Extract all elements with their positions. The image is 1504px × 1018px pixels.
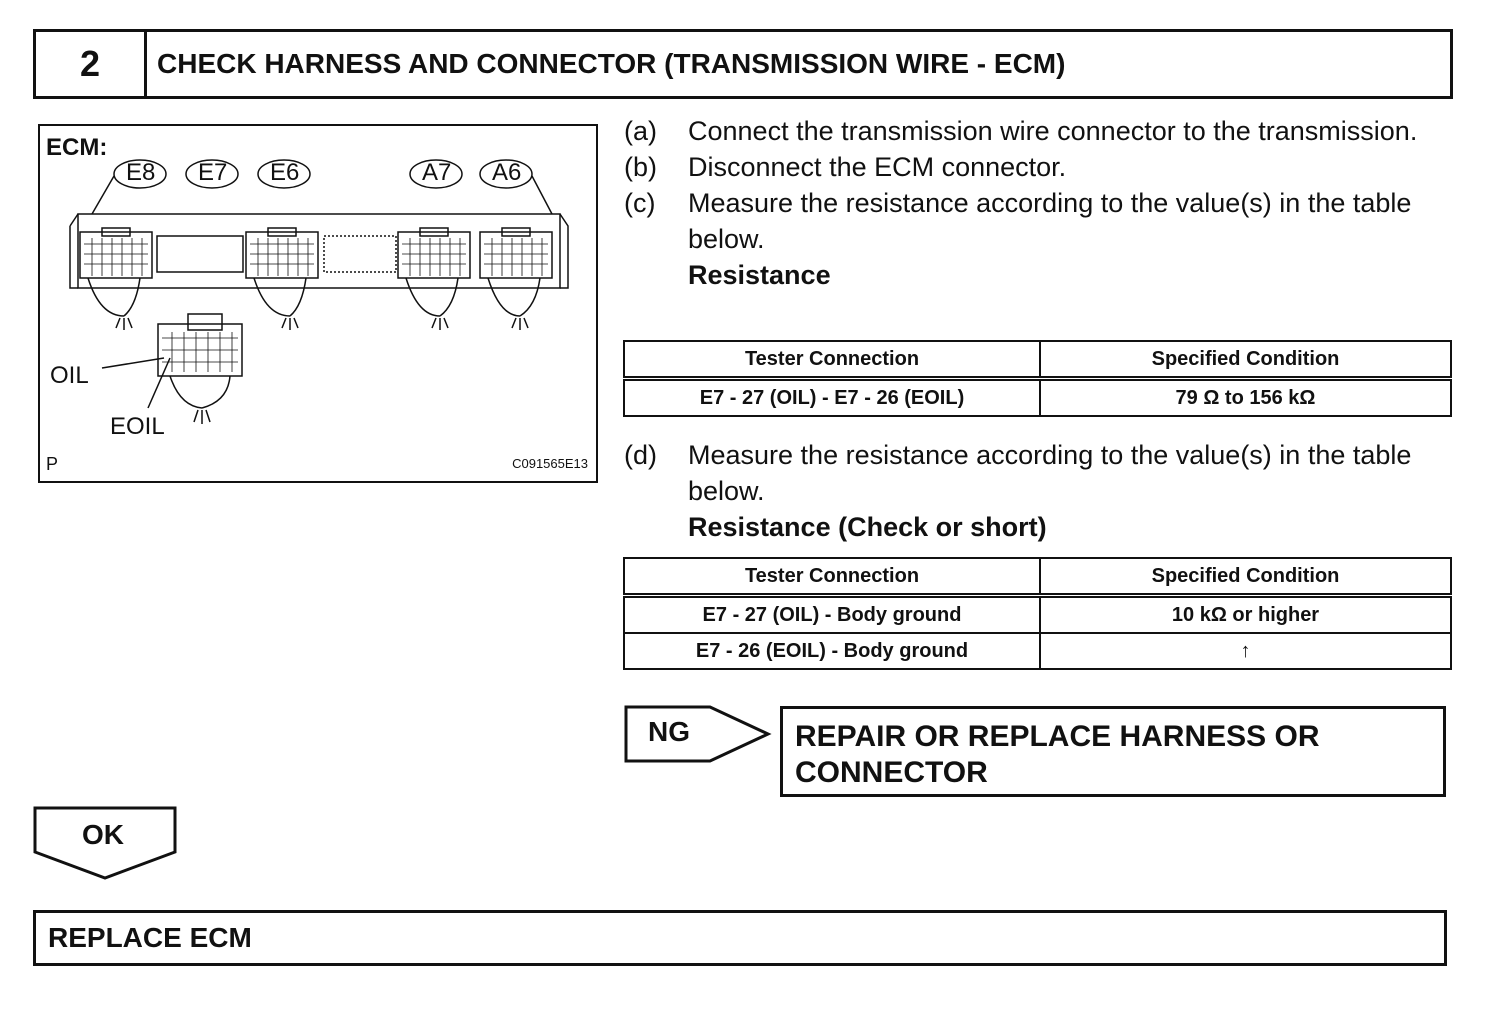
step-header [33,29,1453,99]
connector-label-e7: E7 [198,159,228,186]
step-title: CHECK HARNESS AND CONNECTOR (TRANSMISSION WIRE - ECM) [157,48,1066,79]
table-row [624,633,1451,669]
step-text: Measure the resistance according to the value(s) in the table below. [688,440,1412,506]
step-c [624,185,1454,257]
eoil-label: EOIL [110,413,165,440]
step-text: Disconnect the ECM connector. [688,152,1067,182]
table-row [624,596,1451,634]
step-text: Measure the resistance according to the value(s) in the table below. [688,188,1412,254]
step-d [624,437,1454,509]
cell-specified-condition: 10 kΩ or higher [1040,596,1451,634]
cell-tester-connection: E7 - 26 (EOIL) - Body ground [624,633,1040,669]
ng-label: NG [648,716,690,747]
cell-tester-connection: E7 - 27 (OIL) - E7 - 26 (EOIL) [624,379,1040,417]
eoil-pointer-line [148,358,170,408]
step-letter: (a) [624,116,657,146]
ng-arrow-icon [624,705,774,765]
table-header-row [624,558,1451,596]
oil-pointer-line [102,358,164,368]
table-row [624,379,1451,417]
step-text: Connect the transmission wire connector to the transmission. [688,116,1418,146]
ok-label: OK [82,819,124,850]
step-letter: (c) [624,188,656,218]
resistance-short-table [623,557,1452,670]
ecm-label: ECM: [46,134,108,161]
connector-label-e6: E6 [270,159,300,186]
step-letter: (d) [624,440,657,470]
step-a [624,113,1454,149]
header-specified-condition: Specified Condition [1040,341,1451,379]
cell-specified-condition: ↑ [1040,633,1451,669]
procedure-step-d [624,437,1454,545]
socket-e6 [246,232,318,278]
header-tester-connection: Tester Connection [624,341,1040,379]
socket-e8 [80,232,152,278]
resistance-heading: Resistance [688,260,831,290]
oil-label: OIL [50,362,89,389]
figure-code: C091565E13 [512,456,588,471]
step-number: 2 [36,32,147,96]
connector-label-e8: E8 [126,159,156,186]
ecm-body [78,214,560,288]
final-action-box: REPLACE ECM [33,910,1447,966]
p-label: P [46,454,59,474]
step-b [624,149,1454,185]
socket-a7 [398,232,470,278]
ng-action-box: REPAIR OR REPLACE HARNESS OR CONNECTOR [780,706,1446,797]
ecm-connector-illustration [38,124,598,483]
cell-tester-connection: E7 - 27 (OIL) - Body ground [624,596,1040,634]
step-letter: (b) [624,152,657,182]
connector-label-a7: A7 [422,159,452,186]
header-specified-condition: Specified Condition [1040,558,1451,596]
resistance-short-heading: Resistance (Check or short) [688,512,1047,542]
header-tester-connection: Tester Connection [624,558,1040,596]
procedure-steps [624,113,1454,293]
connector-label-a6: A6 [492,159,522,186]
cell-specified-condition: 79 Ω to 156 kΩ [1040,379,1451,417]
resistance-table [623,340,1452,417]
socket-a6 [480,232,552,278]
table-header-row [624,341,1451,379]
